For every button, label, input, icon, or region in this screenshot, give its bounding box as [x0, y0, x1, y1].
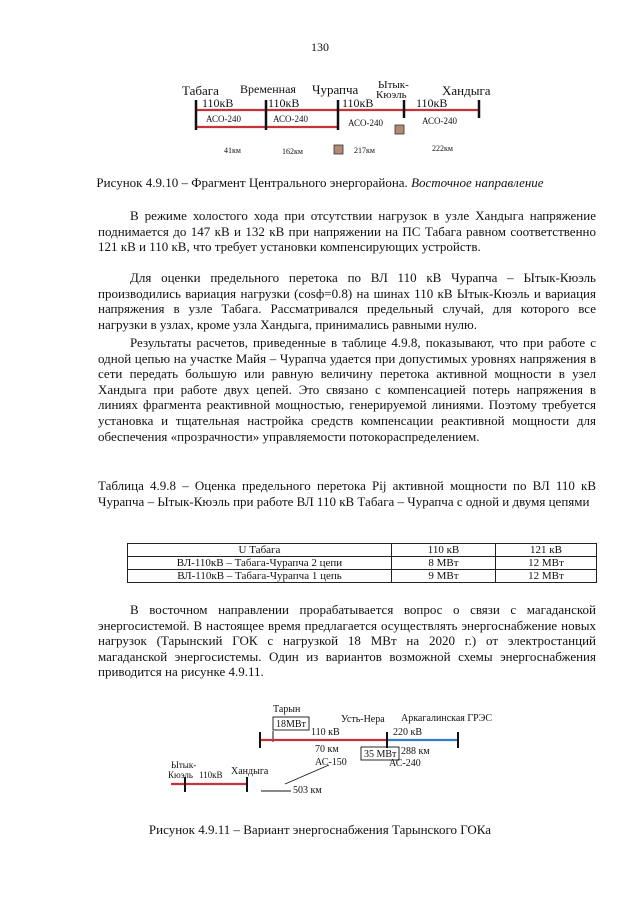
- ytyk-label-1: Ытык-: [171, 760, 197, 770]
- wire-4: АСО-240: [422, 116, 458, 126]
- distance-3: 217км: [354, 146, 375, 155]
- khandyga-label: Хандыга: [231, 766, 269, 777]
- voltage-4: 110кВ: [416, 96, 448, 110]
- table-cell: ВЛ-110кВ – Табага-Чурапча 2 цепи: [128, 557, 392, 570]
- table-row: [128, 544, 597, 557]
- load-35: 35 МВт: [364, 749, 397, 760]
- figure1-caption-main: Рисунок 4.9.10 – Фрагмент Центрального энергорайона.: [96, 175, 408, 190]
- table-cell: 121 кВ: [496, 544, 597, 557]
- voltage-3: 110кВ: [342, 96, 374, 110]
- table-cell: 12 МВт: [496, 570, 597, 583]
- grez-label: Аркагалинская ГРЭС: [401, 713, 492, 724]
- figure-central-scheme: [170, 78, 500, 160]
- distance-4: 222км: [432, 144, 453, 153]
- node-tabaga: Табага: [182, 83, 219, 98]
- results-table: [127, 543, 597, 583]
- node-khandyga: Хандыга: [442, 83, 491, 98]
- node-churapcha: Чурапча: [312, 82, 359, 97]
- paragraph-2: Для оценки предельного перетока по ВЛ 110 кВ Чурапча – Ытык-Кюэль производились вариация нагрузки (cosф=0.8) на шинах 110 кВ Ытык-Кюэль и вариация напряжения в узле Табага. Рассматривался предельный случай, для которого все нагрузки в узлах, кроме узла Хандыга, принимались равными нулю.: [98, 270, 596, 332]
- distance-1: 41км: [224, 146, 241, 155]
- table-cell: 8 МВт: [392, 557, 496, 570]
- taryn-load: 18МВт: [276, 719, 306, 730]
- voltage-110: 110 кВ: [311, 727, 340, 738]
- wire-2: АСО-240: [273, 114, 309, 124]
- page-number: 130: [311, 40, 329, 54]
- distance-2: 162км: [282, 147, 303, 156]
- ust-nera-label: Усть-Нера: [341, 714, 385, 725]
- node-ytyk-1: Ытык-: [378, 79, 409, 91]
- table-cell: 110 кВ: [392, 544, 496, 557]
- voltage-2: 110кВ: [268, 96, 300, 110]
- table-row: [128, 570, 597, 583]
- load-box-churapcha: [334, 145, 343, 154]
- wire-ac240: АС-240: [389, 758, 421, 769]
- load-box-ytyk: [395, 125, 404, 134]
- figure-taryn-scheme: [165, 700, 525, 800]
- voltage-110b: 110кВ: [199, 770, 223, 780]
- node-temporary: Временная: [240, 82, 296, 96]
- table-row: [128, 557, 597, 570]
- distance-70: 70 км: [315, 744, 339, 755]
- table-cell: U Табага: [128, 544, 392, 557]
- paragraph-4: В восточном направлении прорабатывается вопрос о связи с магаданской энергосистемой. В настоящее время предлагается осуществлять энергоснабжение новых нагрузок (Тарынский ГОК с нагрузкой 18 МВт на 2020 г.) от электростанций магаданской энергосистемы. Один из вариантов возможной схемы энергоснабжения приводится на рисунке 4.9.11.: [98, 602, 596, 680]
- wire-3: АСО-240: [348, 118, 384, 128]
- wire-ac150: АС-150: [315, 757, 347, 768]
- figure1-caption-italic: Восточное направление: [411, 175, 544, 190]
- paragraph-3: Результаты расчетов, приведенные в таблице 4.9.8, показывают, что при работе с одной цепью на участке Майя – Чурапча удается при допустимых уровнях напряжения в сети передать большую или равную величину перетока активной мощности в узел Хандыга при работе двух цепей. Это связано с компенсацией потерь напряжения в линиях фрагмента реактивной мощностью, генерируемой линиями. Поэтому требуется установка и тщательная настройка средств компенсации реактивной мощности для обеспечения «прозрачности» управляемости потокораспределением.: [98, 335, 596, 444]
- table-cell: ВЛ-110кВ – Табага-Чурапча 1 цепь: [128, 570, 392, 583]
- link-line: [285, 765, 329, 784]
- table-cell: 9 МВт: [392, 570, 496, 583]
- figure1-caption: [60, 175, 580, 191]
- distance-288: 288 км: [401, 746, 430, 757]
- taryn-label: Тарын: [273, 704, 301, 715]
- table-title: Таблица 4.9.8 – Оценка предельного перетока Pij активной мощности по ВЛ 110 кВ Чурапча – Ытык-Кюэль при работе ВЛ 110 кВ Табага – Чурапча с одной и двумя цепями: [98, 478, 596, 509]
- wire-1: АСО-240: [206, 114, 242, 124]
- voltage-1: 110кВ: [202, 96, 234, 110]
- table-cell: 12 МВт: [496, 557, 597, 570]
- node-ytyk-2: Кюэль: [376, 89, 407, 101]
- ytyk-label-2: Кюэль: [168, 770, 194, 780]
- voltage-220: 220 кВ: [393, 727, 423, 738]
- figure2-caption: Рисунок 4.9.11 – Вариант энергоснабжения Тарынского ГОКа: [148, 822, 492, 837]
- paragraph-1: В режиме холостого хода при отсутствии нагрузок в узле Хандыга напряжение поднимается до 147 кВ и 132 кВ при напряжении на ПС Табага равном соответственно 121 кВ и 110 кВ, что требует установки компенсирующих устройств.: [98, 208, 596, 255]
- distance-503: 503 км: [293, 785, 322, 796]
